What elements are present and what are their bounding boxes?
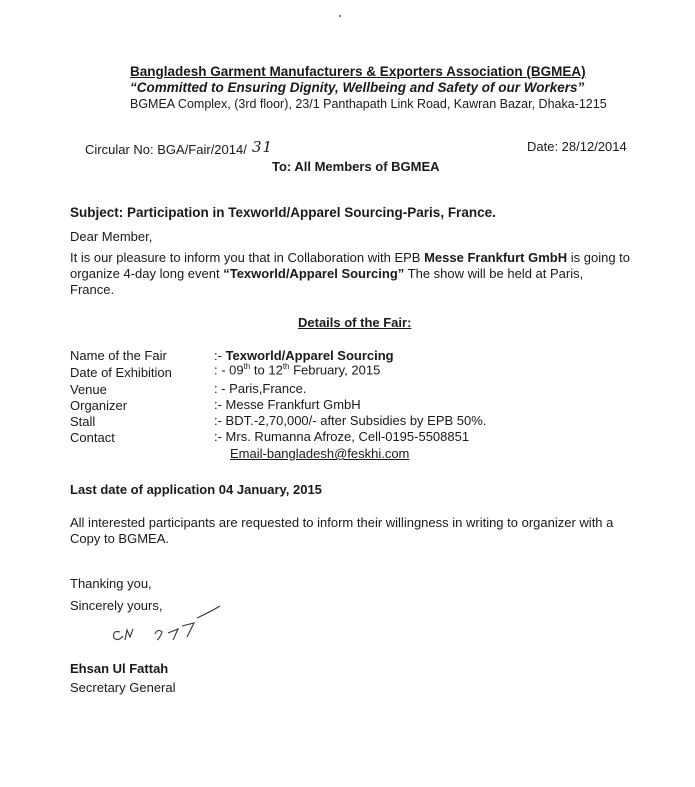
date-month-year: February, 2015 [289, 362, 381, 378]
last-application-date: Last date of application 04 January, 2015 [70, 482, 322, 497]
salutation: Dear Member, [70, 229, 153, 244]
exhibition-date-value [214, 362, 380, 377]
recipient-line: To: All Members of BGMEA [272, 159, 440, 174]
scan-speck [339, 15, 341, 17]
exhibition-date-label: Date of Exhibition [70, 365, 172, 380]
intro-event-name: “Texworld/Apparel Sourcing” [223, 266, 405, 281]
venue-value: : - Paris,France. [214, 381, 307, 396]
intro-organizer: Messe Frankfurt GmbH [424, 250, 568, 265]
circular-number-handwritten: 31 [252, 138, 274, 156]
date-end-suffix: th [282, 362, 290, 371]
thanking-line: Thanking you, [70, 576, 152, 591]
stall-label: Stall [70, 414, 96, 429]
organization-motto: “Committed to Ensuring Dignity, Wellbeing and Safety of our Workers” [130, 80, 585, 95]
details-heading: Details of the Fair: [298, 315, 412, 330]
signer-name: Ehsan Ul Fattah [70, 661, 169, 676]
organizer-label: Organizer [70, 398, 128, 413]
venue-label: Venue [70, 382, 107, 397]
intro-text-3: The show will be held at Paris, France. [70, 266, 584, 297]
fair-name-prefix: :- [214, 348, 226, 363]
fair-name-label: Name of the Fair [70, 348, 167, 363]
sincerely-line: Sincerely yours, [70, 598, 163, 613]
handwritten-signature [108, 596, 238, 656]
organization-name: Bangladesh Garment Manufacturers & Exporters Association (BGMEA) [130, 64, 586, 79]
organization-address: BGMEA Complex, (3rd floor), 23/1 Panthapath Link Road, Kawran Bazar, Dhaka-1215 [130, 97, 607, 111]
intro-paragraph [70, 250, 630, 298]
fair-name-value [214, 348, 394, 363]
date-end: to 12 [250, 362, 283, 378]
subject-line: Subject: Participation in Texworld/Apparel Sourcing-Paris, France. [70, 205, 496, 220]
date-start: : - 09 [214, 362, 244, 378]
circular-date: Date: 28/12/2014 [527, 139, 627, 154]
contact-email: Email-bangladesh@feskhi.com [230, 446, 410, 461]
contact-label: Contact [70, 430, 115, 445]
organizer-value: :- Messe Frankfurt GmbH [214, 397, 361, 412]
fair-name: Texworld/Apparel Sourcing [225, 348, 394, 363]
intro-text-1: It is our pleasure to inform you that in Collaboration with EPB [70, 250, 425, 265]
stall-value: :- BDT.-2,70,000/- after Subsidies by EPB 50%. [214, 413, 487, 428]
circular-number-label: Circular No: BGA/Fair/2014/ [85, 142, 247, 157]
request-paragraph: All interested participants are requested to inform their willingness in writing to organizer with a Copy to BGMEA. [70, 515, 614, 546]
date-start-suffix: th [243, 362, 251, 371]
intro-text-2: is going to organize 4-day long event [70, 250, 630, 281]
signer-title: Secretary General [70, 680, 176, 695]
contact-value: :- Mrs. Rumanna Afroze, Cell-0195-5508851 [214, 429, 470, 444]
